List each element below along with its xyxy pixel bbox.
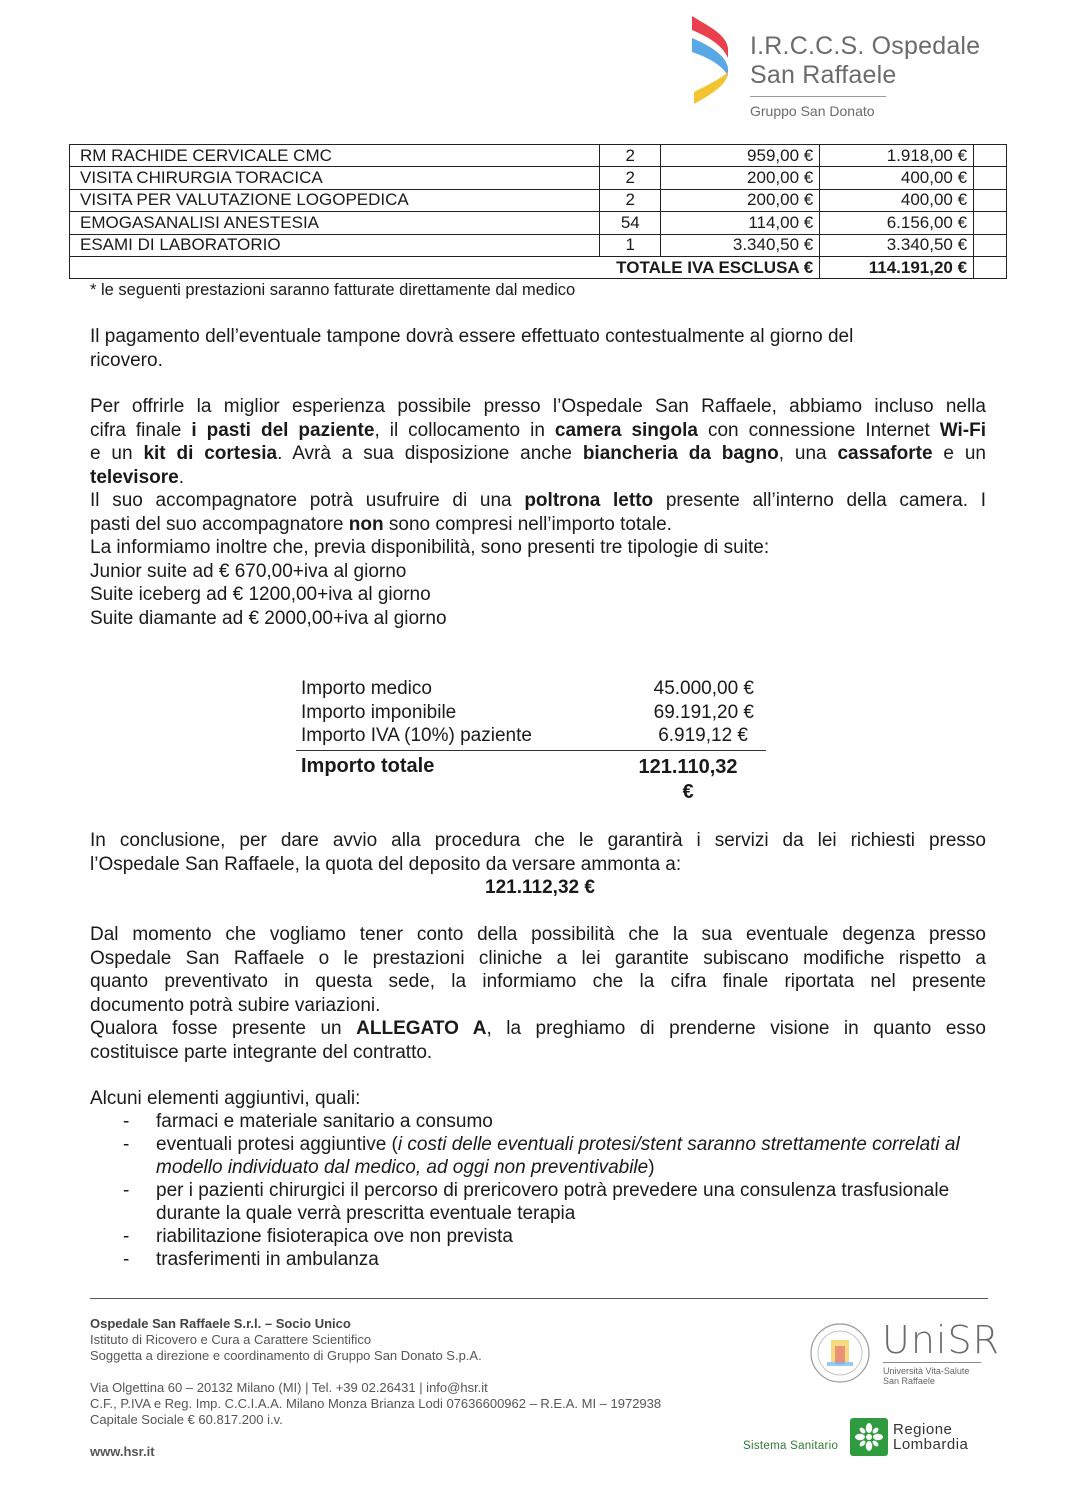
service-unit-price: 200,00 €	[661, 167, 820, 189]
list-item: - eventuali protesi aggiuntive (i costi delle eventuali protesi/stent saranno strettamente correlati al modello individuato dal medico, ad oggi non preventivabile)	[123, 1134, 960, 1178]
service-qty: 1	[600, 234, 661, 256]
list-item: - riabilitazione fisioterapica ove non prevista	[123, 1226, 513, 1247]
services-table	[69, 144, 1007, 279]
summary-row: Importo medico 45.000,00 €	[301, 678, 754, 699]
service-extra	[974, 145, 1007, 167]
experience-paragraph: Per offrirle la miglior esperienza possibile presso l’Ospedale San Raffaele, abbiamo incluso nella cifra finale i pasti del paziente, il collocamento in camera singola con connessione Internet Wi-Fi e un kit di cortesia. Avrà a sua disposizione anche biancheria da bagno, una cassaforte e un televisore. Il suo accompagnatore potrà usufruire di una poltrona letto presente all’interno della camera. I pasti del suo accompagnatore non sono compresi nell’importo totale. La informiamo inoltre che, previa disponibilità, sono presenti tre tipologie di suite: Junior suite ad € 670,00+iva al giorno Suite iceberg ad € 1200,00+iva al giorno Suite diamante ad € 2000,00+iva al giorno	[90, 396, 987, 629]
hospital-group: Gruppo San Donato	[750, 103, 875, 119]
table-note: * le seguenti prestazioni saranno fatturate direttamente dal medico	[90, 281, 576, 299]
service-qty: 2	[600, 167, 661, 189]
suite-option: Suite iceberg ad € 1200,00+iva al giorno	[90, 584, 431, 605]
service-qty: 2	[600, 189, 661, 211]
service-unit-price: 3.340,50 €	[661, 234, 820, 256]
summary-row: Importo IVA (10%) paziente 6.919,12 €	[301, 725, 748, 746]
unisr-divider	[883, 1362, 981, 1363]
service-unit-price: 200,00 €	[661, 189, 820, 211]
service-total: 1.918,00 €	[820, 145, 974, 167]
service-total: 400,00 €	[820, 189, 974, 211]
amount-summary: Importo medico 45.000,00 € Importo imponibile 69.191,20 € Importo IVA (10%) paziente 6.919,12 € Importo totale 121.110,32 €	[296, 677, 766, 748]
unisr-subtitle: Università Vita-Salute San Raffaele	[883, 1366, 970, 1386]
suite-option: Junior suite ad € 670,00+iva al giorno	[90, 560, 407, 582]
service-extra	[974, 167, 1007, 189]
summary-row: Importo imponibile 69.191,20 €	[301, 701, 754, 723]
regione-lombardia-label: Regione Lombardia	[893, 1421, 969, 1453]
extras-list	[90, 1110, 990, 1271]
deposit-amount: 121.112,32 €	[485, 877, 595, 898]
hospital-header	[688, 12, 1008, 124]
extras-intro: Alcuni elementi aggiuntivi, quali:	[90, 1088, 361, 1109]
variations-paragraph: Dal momento che vogliamo tener conto della possibilità che la sua eventuale degenza presso Ospedale San Raffaele o le prestazioni cliniche a lei garantite subiscano modifiche rispetto a quanto preventivato in questa sede, la informiamo che la cifra finale riportata nel presente documento potrà subire variazioni. Qualora fosse presente un ALLEGATO A, la preghiamo di prenderne visione in quanto esso costituisce parte integrante del contratto.	[90, 924, 986, 1063]
list-item: - farmaci e materiale sanitario a consumo	[123, 1111, 493, 1132]
conclusion-paragraph: In conclusione, per dare avvio alla procedura che le garantirà i servizi da lei richiesti presso l’Ospedale San Raffaele, la quota del deposito da versare ammonta a:	[90, 830, 986, 875]
service-extra	[974, 189, 1007, 211]
total-extra	[974, 256, 1007, 278]
footer-company: Ospedale San Raffaele S.r.l. – Socio Unico Istituto di Ricovero e Cura a Carattere Scientifico Soggetta a direzione e coordinamento di Gruppo San Donato S.p.A.	[90, 1316, 482, 1363]
footer-divider	[90, 1298, 988, 1299]
service-name: ESAMI DI LABORATORIO	[70, 234, 600, 256]
table-row	[70, 167, 1007, 189]
service-name: EMOGASANALISI ANESTESIA	[70, 212, 600, 234]
service-extra	[974, 234, 1007, 256]
sistema-sanitario-label: Sistema Sanitario	[743, 1440, 839, 1452]
footer-contacts: Via Olgettina 60 – 20132 Milano (MI) | Tel. +39 02.26431 | info@hsr.it C.F., P.IVA e Reg. Imp. C.C.I.A.A. Milano Monza Brianza Lodi 07636600962 – R.E.A. MI – 1972938 Capitale Sociale € 60.817.200 i.v.	[90, 1380, 662, 1427]
service-extra	[974, 212, 1007, 234]
service-total: 3.340,50 €	[820, 234, 974, 256]
footer-website: www.hsr.it	[90, 1444, 155, 1459]
table-total-row	[70, 256, 1007, 278]
service-name: RM RACHIDE CERVICALE CMC	[70, 145, 600, 167]
service-total: 6.156,00 €	[820, 212, 974, 234]
university-seal-icon	[809, 1320, 871, 1386]
table-row	[70, 212, 1007, 234]
table-row	[70, 234, 1007, 256]
service-qty: 2	[600, 145, 661, 167]
regione-lombardia-logo-icon	[850, 1418, 888, 1456]
unisr-logo: UniSR	[882, 1318, 1000, 1362]
service-qty: 54	[600, 212, 661, 234]
table-row	[70, 145, 1007, 167]
service-unit-price: 959,00 €	[661, 145, 820, 167]
total-value: 114.191,20 €	[820, 256, 974, 278]
hospital-name: I.R.C.C.S. Ospedale San Raffaele	[750, 32, 981, 89]
service-name: VISITA PER VALUTAZIONE LOGOPEDICA	[70, 189, 600, 211]
table-row	[70, 189, 1007, 211]
service-name: VISITA CHIRURGIA TORACICA	[70, 167, 600, 189]
list-item: - trasferimenti in ambulanza	[123, 1249, 379, 1270]
payment-paragraph: Il pagamento dell’eventuale tampone dovrà essere effettuato contestualmente al giorno del ricovero.	[90, 326, 854, 371]
suite-option: Suite diamante ad € 2000,00+iva al giorno	[90, 607, 447, 629]
header-divider	[750, 96, 886, 97]
list-item: - per i pazienti chirurgici il percorso di prericovero potrà prevedere una consulenza trasfusionale durante la quale verrà prescritta eventuale terapia	[123, 1180, 950, 1224]
hospital-logo-icon	[688, 12, 736, 112]
summary-divider	[296, 750, 766, 751]
total-label: TOTALE IVA ESCLUSA €	[600, 256, 820, 278]
service-total: 400,00 €	[820, 167, 974, 189]
total-blank	[70, 256, 600, 278]
service-unit-price: 114,00 €	[661, 212, 820, 234]
